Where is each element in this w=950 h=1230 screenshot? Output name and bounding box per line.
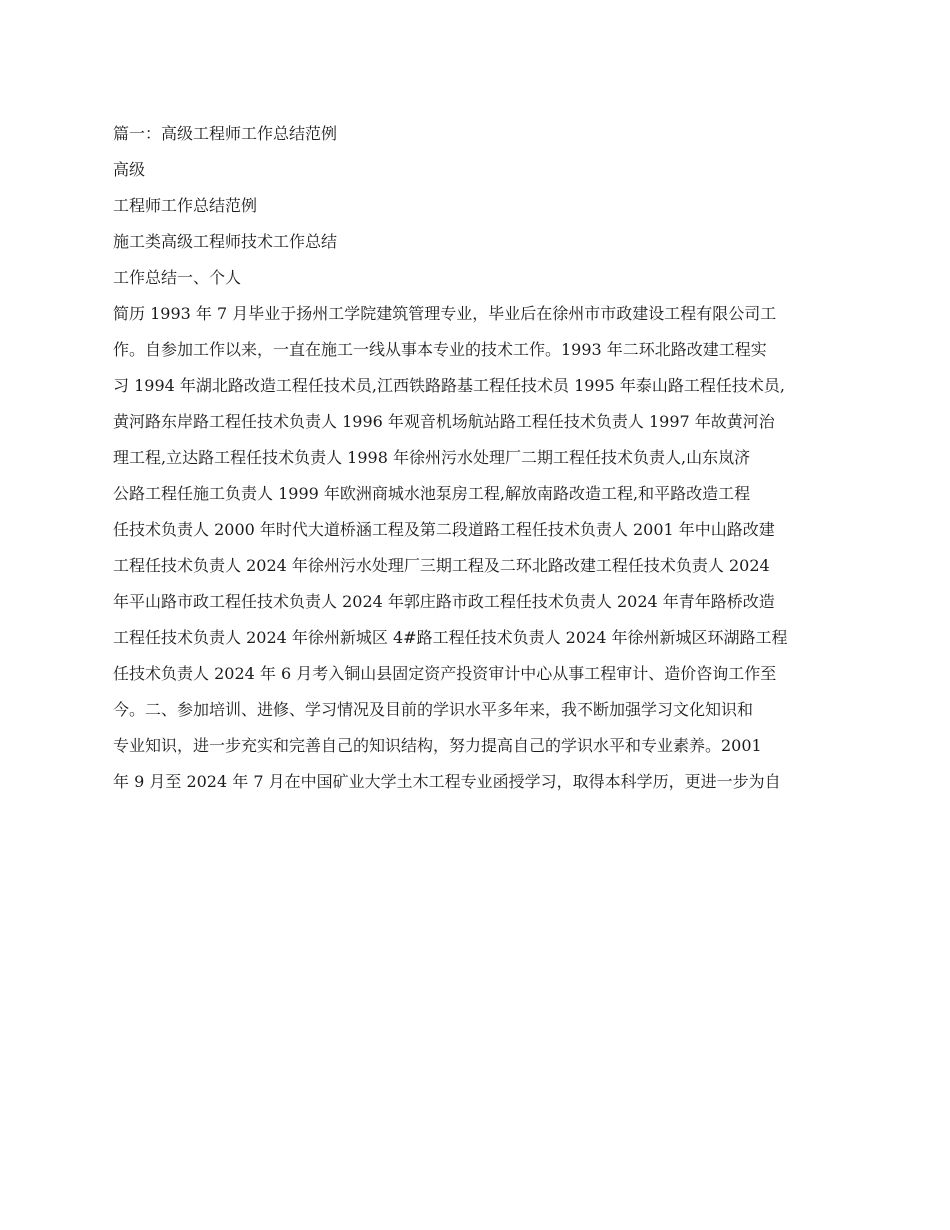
- doc-paragraph: 年 9 月至 2024 年 7 月在中国矿业大学土木工程专业函授学习，取得本科学历，更进一步为自: [113, 772, 781, 791]
- doc-paragraph: 今。二、参加培训、进修、学习情况及目前的学识水平多年来，我不断加强学习文化知识和: [113, 700, 754, 719]
- doc-paragraph: 施工类高级工程师技术工作总结: [113, 232, 338, 251]
- doc-paragraph: 工程师工作总结范例: [113, 196, 258, 215]
- doc-paragraph: 作。自参加工作以来，一直在施工一线从事本专业的技术工作。1993 年二环北路改建工程实: [113, 340, 767, 359]
- doc-heading: 篇一：高级工程师工作总结范例: [113, 124, 338, 143]
- doc-paragraph: 任技术负责人 2024 年 6 月考入铜山县固定资产投资审计中心从事工程审计、造价咨询工作至: [113, 664, 777, 683]
- doc-paragraph: 年平山路市政工程任技术负责人 2024 年郭庄路市政工程任技术负责人 2024 年青年路桥改造: [113, 592, 775, 611]
- doc-paragraph: 习 1994 年湖北路改造工程任技术员,江西铁路路基工程任技术员 1995 年泰山路工程任技术员,: [113, 376, 785, 395]
- doc-paragraph: 工程任技术负责人 2024 年徐州污水处理厂三期工程及二环北路改建工程任技术负责人 2024: [113, 556, 770, 575]
- doc-paragraph: 任技术负责人 2000 年时代大道桥涵工程及第二段道路工程任技术负责人 2001 年中山路改建: [113, 520, 775, 539]
- doc-paragraph: 工作总结一、个人: [113, 268, 242, 287]
- doc-paragraph: 工程任技术负责人 2024 年徐州新城区 4#路工程任技术负责人 2024 年徐州新城区环湖路工程: [113, 628, 788, 647]
- doc-paragraph: 高级: [113, 160, 146, 179]
- doc-paragraph: 简历 1993 年 7 月毕业于扬州工学院建筑管理专业，毕业后在徐州市市政建设工程有限公司工: [113, 304, 777, 323]
- doc-paragraph: 理工程,立达路工程任技术负责人 1998 年徐州污水处理厂二期工程任技术负责人,山东岚济: [113, 448, 751, 467]
- doc-paragraph: 专业知识，进一步充实和完善自己的知识结构，努力提高自己的学识水平和专业素养。2001: [113, 736, 762, 755]
- doc-paragraph: 公路工程任施工负责人 1999 年欧洲商城水池泵房工程,解放南路改造工程,和平路改造工程: [113, 484, 751, 503]
- doc-paragraph: 黄河路东岸路工程任技术负责人 1996 年观音机场航站路工程任技术负责人 1997 年故黄河治: [113, 412, 775, 431]
